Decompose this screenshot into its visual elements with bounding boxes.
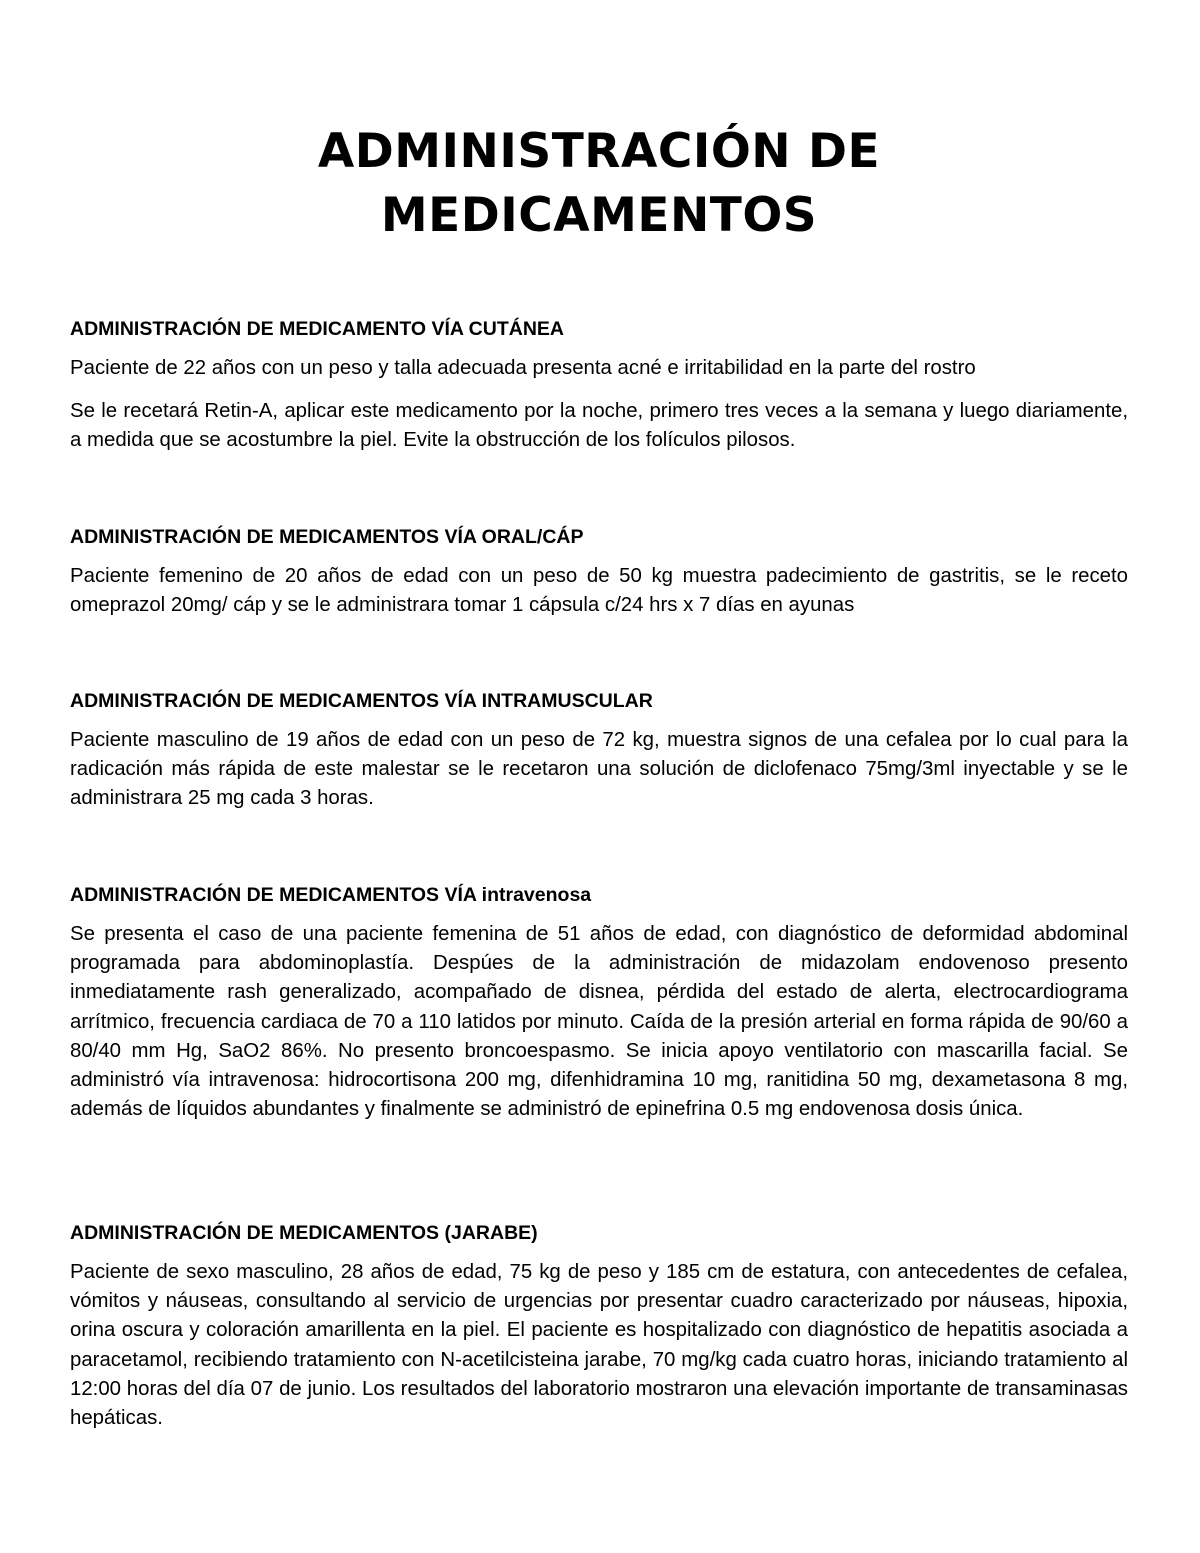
section-oral — [70, 524, 1128, 620]
section-paragraph: Se presenta el caso de una paciente femenina de 51 años de edad, con diagnóstico de deformidad abdominal programada para abdominoplastía. Despúes de la administración de midazolam endovenoso presento inmediatamente rash generalizado, acompañado de disnea, pérdida del estado de alerta, electrocardiograma arrítmico, frecuencia cardiaca de 70 a 110 latidos por minuto. Caída de la presión arterial en forma rápida de 90/60 a 80/40 mm Hg, SaO2 86%. No presento broncoespasmo. Se inicia apoyo ventilatorio con mascarilla facial. Se administró vía intravenosa: hidrocortisona 200 mg, difenhidramina 10 mg, ranitidina 50 mg, dexametasona 8 mg, además de líquidos abundantes y finalmente se administró de epinefrina 0.5 mg endovenosa dosis única. — [70, 923, 1128, 1121]
section-intramuscular — [70, 688, 1128, 814]
document-title-line-1: ADMINISTRACIÓN DE — [317, 124, 881, 179]
section-paragraph: Se le recetará Retin-A, aplicar este medicamento por la noche, primero tres veces a la semana y luego diariamente, a medida que se acostumbre la piel. Evite la obstrucción de los folículos pilosos. — [70, 400, 1128, 452]
section-heading: ADMINISTRACIÓN DE MEDICAMENTO VÍA CUTÁNEA — [70, 318, 565, 340]
section-heading: ADMINISTRACIÓN DE MEDICAMENTOS VÍA intravenosa — [70, 884, 592, 906]
document-title-line-2: MEDICAMENTOS — [380, 188, 818, 243]
document-title — [70, 120, 1128, 248]
section-paragraph: Paciente de 22 años con un peso y talla adecuada presenta acné e irritabilidad en la parte del rostro — [70, 357, 976, 379]
section-heading: ADMINISTRACIÓN DE MEDICAMENTOS (JARABE) — [70, 1222, 538, 1244]
section-jarabe — [70, 1220, 1128, 1433]
section-paragraph: Paciente de sexo masculino, 28 años de edad, 75 kg de peso y 185 cm de estatura, con antecedentes de cefalea, vómitos y náuseas, consultando al servicio de urgencias por presentar cuadro caracterizado por náuseas, hipoxia, orina oscura y coloración amarillenta en la piel. El paciente es hospitalizado con diagnóstico de hepatitis asociada a paracetamol, recibiendo tratamiento con N-acetilcisteina jarabe, 70 mg/kg cada cuatro horas, iniciando tratamiento al 12:00 horas del día 07 de junio. Los resultados del laboratorio mostraron una elevación importante de transaminasas hepáticas. — [70, 1261, 1128, 1430]
section-paragraph: Paciente masculino de 19 años de edad con un peso de 72 kg, muestra signos de una cefalea por lo cual para la radicación más rápida de este malestar se le recetaron una solución de diclofenaco 75mg/3ml inyectable y se le administrara 25 mg cada 3 horas. — [70, 729, 1128, 810]
section-heading: ADMINISTRACIÓN DE MEDICAMENTOS VÍA INTRAMUSCULAR — [70, 690, 653, 712]
section-cutanea — [70, 316, 1128, 456]
section-paragraph: Paciente femenino de 20 años de edad con un peso de 50 kg muestra padecimiento de gastritis, se le receto omeprazol 20mg/ cáp y se le administrara tomar 1 cápsula c/24 hrs x 7 días en ayunas — [70, 565, 1128, 617]
section-intravenosa — [70, 882, 1128, 1124]
section-heading: ADMINISTRACIÓN DE MEDICAMENTOS VÍA ORAL/CÁP — [70, 526, 584, 548]
